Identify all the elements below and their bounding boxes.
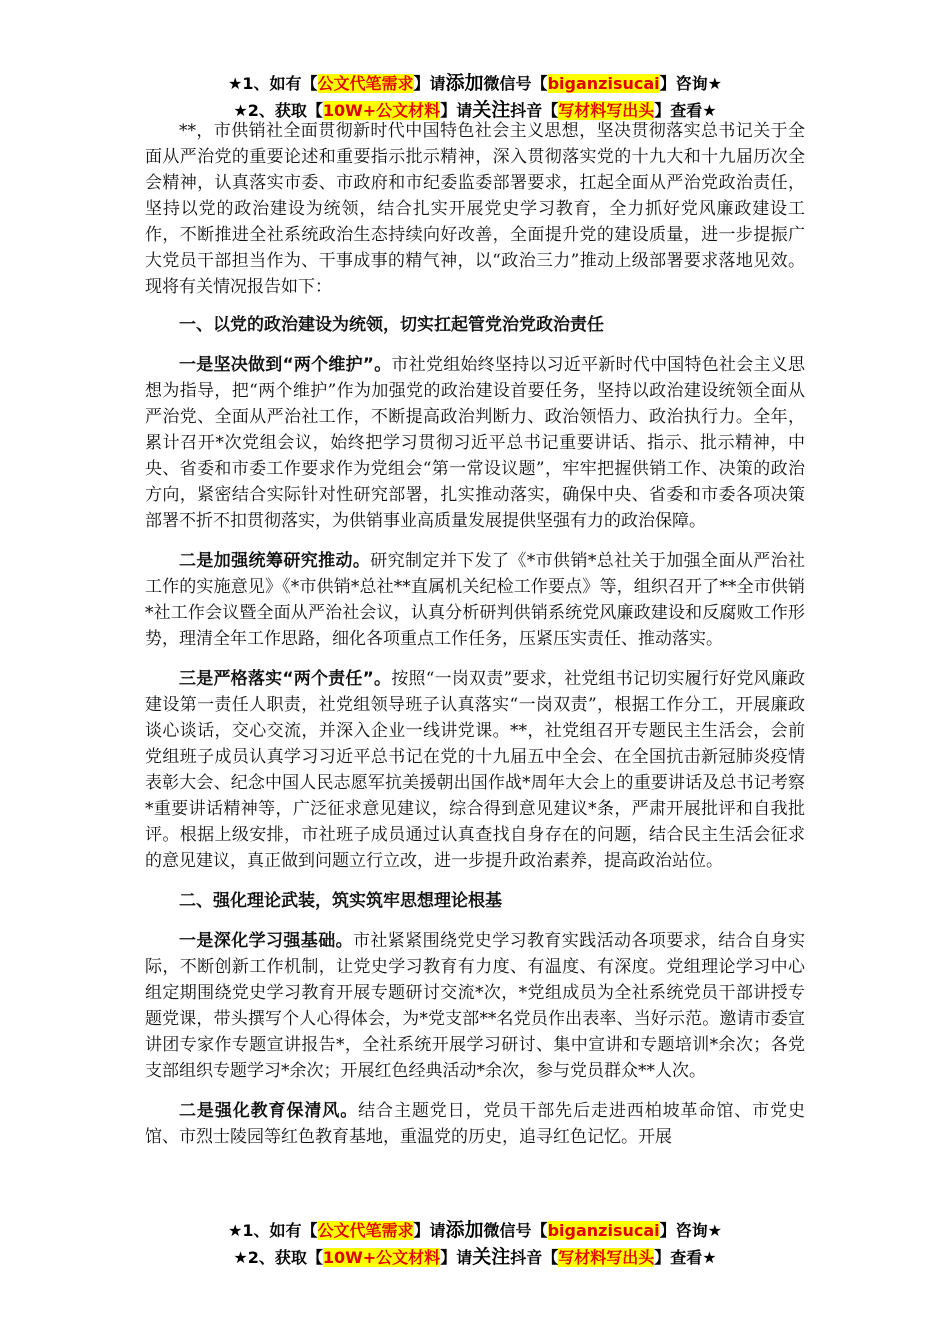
promo-emphasis: 添加 [445, 72, 484, 94]
promo-text: 】请 [440, 101, 473, 120]
promo-banner-bottom [0, 1217, 950, 1271]
promo-wechat-id: biganzisucai [547, 1221, 660, 1240]
promo-text: 】请 [440, 1248, 473, 1267]
intro-paragraph: **，市供销社全面贯彻新时代中国特色社会主义思想，坚决贯彻落实总书记关于全面从严治党的重要论述和重要指示批示精神，深入贯彻落实党的十九大和十九届历次全会精神，认真落实市委、市政府和市纪委监委部署要求，扛起全面从严治党政治责任，坚持以党的政治建设为统领，结合扎实开展党史学习教育，全力抓好党风廉政建设工作，不断推进全社系统政治生态持续向好改善，全面提升党的建设质量，进一步提振广大党员干部担当作为、干事成事的精气神，以“政治三力”推动上级部署要求落地见效。现将有关情况报告如下： [145, 121, 805, 297]
promo-text: 抖音【 [510, 1248, 559, 1267]
paragraph-text: 按照“一岗双责”要求，社党组书记切实履行好党风廉政建设第一责任人职责，社党组领导班子认真落实“一岗双责”，根据工作分工，开展廉政谈心谈话，交心交流，并深入企业一线讲党课。**，社党组召开专题民主生活会，会前党组班子成员认真学习习近平总书记在党的十九届五中全会、在全国抗击新冠肺炎疫情表彰大会、纪念中国人民志愿军抗美援朝出国作战*周年大会上的重要讲话及总书记考察*重要讲话精神等，广泛征求意见建议，综合得到意见建议*条，严肃开展批评和自我批评。根据上级安排，市社班子成员通过认真查找自身存在的问题，结合民主生活会征求的意见建议，真正做到问题立行立改，进一步提升政治素养，提高政治站位。 [145, 669, 805, 871]
paragraph-lead: 三是严格落实“两个责任”。 [179, 669, 392, 689]
document-body [145, 118, 805, 1164]
promo-text: ★2、获取【 [233, 1248, 323, 1267]
paragraph-text: 市社紧紧围绕党史学习教育实践活动各项要求，结合自身实际，不断创新工作机制，让党史学习教育有力度、有温度、有深度。党组理论学习中心组定期围绕党史学习教育开展专题研讨交流*次，*党组成员为全社系统党员干部讲授专题党课，带头撰写个人心得体会，为*党支部**名党员作出表率、当好示范。邀请市委宣讲团专家作专题宣讲报告*，全社系统开展学习研讨、集中宣讲和专题培训*余次；各党支部组织专题学习*余次；开展红色经典活动*余次，参与党员群众**人次。 [145, 931, 805, 1081]
promo-highlight: 公文代笔需求 [317, 74, 414, 93]
paragraph [145, 666, 805, 874]
paragraph [145, 928, 805, 1084]
promo-text: 】请 [413, 1221, 446, 1240]
paragraph-lead: 一是深化学习强基础。 [179, 931, 353, 951]
promo-banner-top [0, 70, 950, 124]
promo-line-2 [0, 1244, 950, 1271]
promo-douyin-id: 写材料写出头 [558, 101, 655, 120]
promo-emphasis: 关注 [472, 1246, 511, 1268]
promo-highlight: 10W+公文材料 [322, 101, 441, 120]
promo-line-1 [0, 70, 950, 97]
promo-text: 】咨询★ [659, 74, 722, 93]
promo-text: 】咨询★ [659, 1221, 722, 1240]
promo-emphasis: 关注 [472, 99, 511, 121]
promo-text: 】查看★ [654, 101, 717, 120]
paragraph-lead: 二是强化教育保清风。 [179, 1101, 359, 1121]
paragraph [145, 352, 805, 534]
promo-text: 】查看★ [654, 1248, 717, 1267]
promo-text: ★1、如有【 [228, 1221, 318, 1240]
promo-highlight: 公文代笔需求 [317, 1221, 414, 1240]
promo-text: 抖音【 [510, 101, 559, 120]
promo-text: 】请 [413, 74, 446, 93]
promo-highlight: 10W+公文材料 [322, 1248, 441, 1267]
promo-text: ★2、获取【 [233, 101, 323, 120]
paragraph-lead: 一是坚决做到“两个维护”。 [179, 355, 392, 375]
promo-emphasis: 添加 [445, 1219, 484, 1241]
promo-douyin-id: 写材料写出头 [558, 1248, 655, 1267]
section-heading-2: 二、强化理论武装，筑实筑牢思想理论根基 [179, 891, 502, 911]
promo-text: 微信号【 [483, 74, 548, 93]
paragraph-lead: 二是加强统筹研究推动。 [179, 551, 371, 571]
paragraph [145, 1098, 805, 1150]
promo-line-1 [0, 1217, 950, 1244]
promo-text: ★1、如有【 [228, 74, 318, 93]
paragraph [145, 548, 805, 652]
promo-text: 微信号【 [483, 1221, 548, 1240]
paragraph-text: 研究制定并下发了《*市供销*总社关于加强全面从严治社工作的实施意见》《*市供销*总社**直属机关纪检工作要点》等，组织召开了**全市供销*社工作会议暨全面从严治社会议，认真分析研判供销系统党风廉政建设和反腐败工作形势，理清全年工作思路，细化各项重点工作任务，压紧压实责任、推动落实。 [145, 551, 806, 649]
paragraph-text: 市社党组始终坚持以习近平新时代中国特色社会主义思想为指导，把“两个维护”作为加强党的政治建设首要任务，坚持以政治建设统领全面从严治党、全面从严治社工作，不断提高政治判断力、政治领悟力、政治执行力。全年，累计召开*次党组会议，始终把学习贯彻习近平总书记重要讲话、指示、批示精神，中央、省委和市委工作要求作为党组会“第一常设议题”，牢牢把握供销工作、决策的政治方向，紧密结合实际针对性研究部署，扎实推动落实，确保中央、省委和市委各项决策部署不折不扣贯彻落实，为供销事业高质量发展提供坚强有力的政治保障。 [145, 355, 805, 531]
paragraph-text: 结合主题党日，党员干部先后走进西柏坡革命馆、市党史馆、市烈士陵园等红色教育基地，重温党的历史，追寻红色记忆。开展 [145, 1101, 806, 1147]
promo-wechat-id: biganzisucai [547, 74, 660, 93]
section-heading-1: 一、以党的政治建设为统领，切实扛起管党治党政治责任 [179, 315, 604, 335]
